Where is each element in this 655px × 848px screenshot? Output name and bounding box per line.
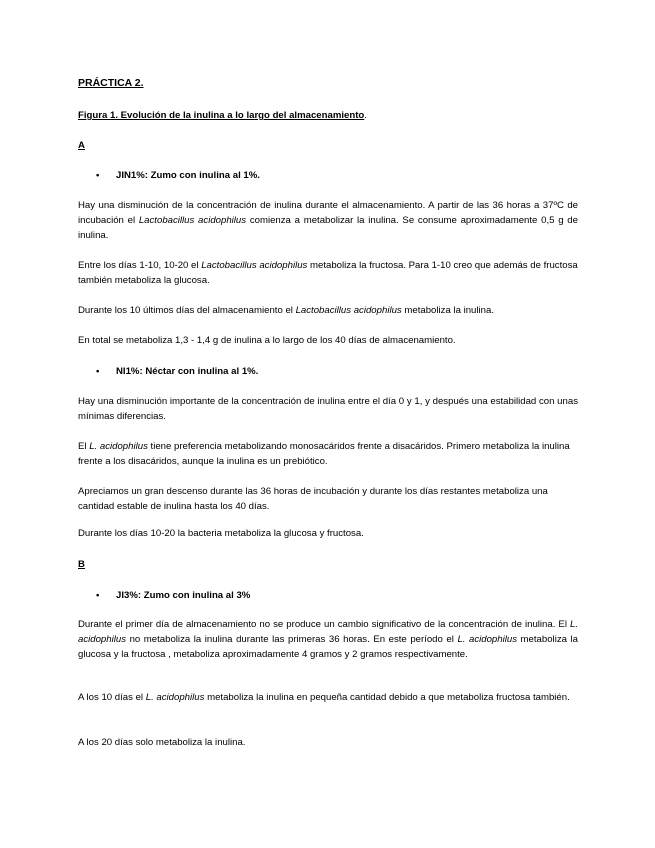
section-a-paragraph-6 [78,439,578,469]
page-title: PRÁCTICA 2. [78,77,144,89]
bullet-icon: • [96,366,100,377]
species-name: Lactobacillus acidophilus [295,305,402,316]
section-a-paragraph-1 [78,198,578,244]
text-run: metaboliza la inulina. [401,305,494,316]
species-name: Lactobacillus acidophilus [201,260,308,271]
section-a-paragraph-7: Apreciamos un gran descenso durante las 36 horas de incubación y durante los días restantes metaboliza una cantidad estable de inulina hasta los 40 días. [78,486,548,513]
text-run: no metaboliza la inulina durante las primeras 36 horas. En este período el [126,634,458,646]
text-run: metaboliza la fructosa. Para 1-10 creo que además de fructosa también metaboliza la glucosa. [78,260,578,287]
figure-caption-end: . [364,110,367,121]
species-name: Lactobacillus acidophilus [138,215,247,227]
section-a-paragraph-4: En total se metaboliza 1,3 - 1,4 g de inulina a lo largo de los 40 días de almacenamiento. [78,335,456,346]
section-a-heading: A [78,140,85,151]
section-b-heading: B [78,559,85,570]
section-a-paragraph-5: Hay una disminución importante de la concentración de inulina entre el día 0 y 1, y después una estabilidad con unas mínimas diferencias. [78,396,578,423]
species-name: L. acidophilus [78,619,578,646]
section-b-bullet-1 [96,588,596,603]
text-run: Entre los días 1-10, 10-20 el [78,260,202,271]
text-run: metaboliza la glucosa y la fructosa , metaboliza aproximadamente 4 gramos y 2 gramos respectivamente. [78,634,578,661]
figure-caption [78,108,578,123]
text-run: A los 10 días el [78,692,146,703]
text-run: metaboliza la inulina en pequeña cantidad debido a que metaboliza fructosa también. [204,692,570,703]
section-a-bullet-1 [96,168,596,183]
bullet-text: NI1%: Néctar con inulina al 1%. [116,366,259,377]
species-name: L. acidophilus [89,441,148,452]
section-a-paragraph-2 [78,258,578,288]
section-b-paragraph-3: A los 20 días solo metaboliza la inulina. [78,737,246,748]
section-b-paragraph-1 [78,617,578,663]
text-run: Durante los 10 últimos días del almacenamiento el [78,305,296,316]
text-run: El [78,441,90,452]
section-a-paragraph-8: Durante los días 10-20 la bacteria metaboliza la glucosa y fructosa. [78,528,364,539]
text-run: Durante el primer día de almacenamiento no se produce un cambio significativo de la concentración de inulina. El [78,619,570,630]
bullet-text: JIN1%: Zumo con inulina al 1%. [116,170,260,181]
bullet-text: JI3%: Zumo con inulina al 3% [116,590,251,601]
text-run: Hay una disminución de la concentración de inulina durante el almacenamiento. A partir de las 36 horas a 37ºC de incubación el [78,200,578,227]
species-name: L. acidophilus [457,634,517,646]
species-name: L. acidophilus [145,692,205,703]
section-b-paragraph-2 [78,690,578,705]
bullet-icon: • [96,170,100,181]
bullet-icon: • [96,590,100,601]
section-a-paragraph-3 [78,303,578,318]
text-run: tiene preferencia metabolizando monosacáridos frente a disacáridos. Primero metaboliza la inulina frente a los disacáridos, aunque la inulina es un prebiótico. [78,441,570,468]
figure-caption-label: Figura 1. Evolución de la inulina a lo largo del almacenamiento [78,110,365,121]
section-a-bullet-2 [96,364,596,379]
text-run: comienza a metabolizar la inulina. Se consume aproximadamente 0,5 g de inulina. [78,215,578,242]
